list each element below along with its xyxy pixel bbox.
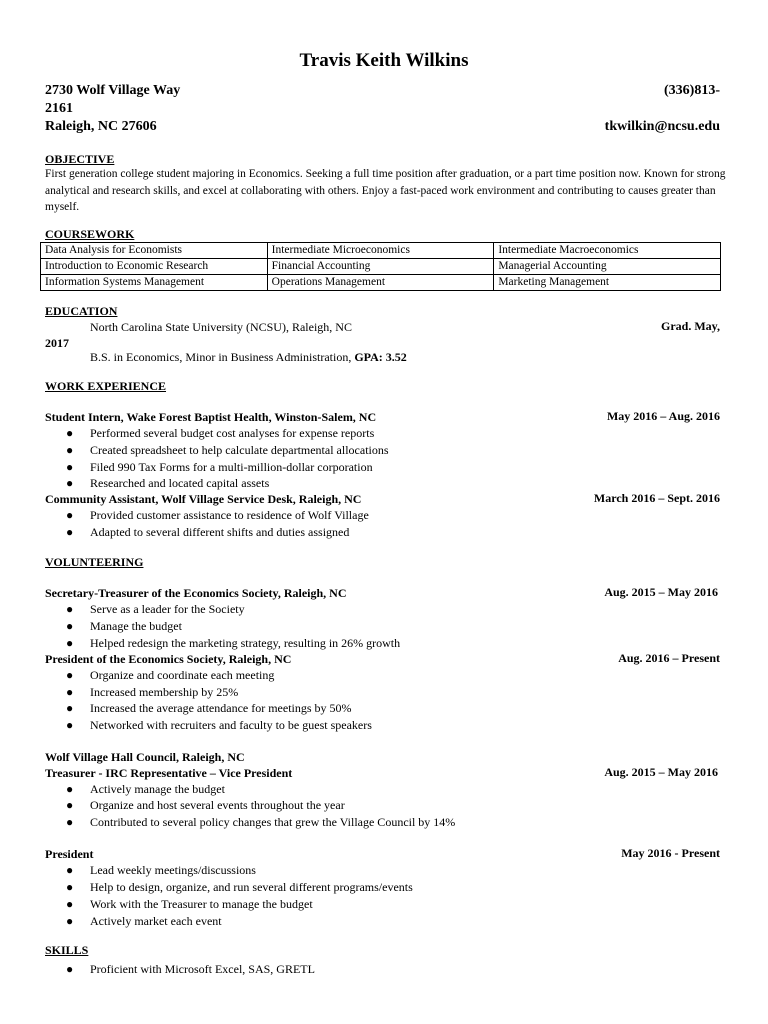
bullet-icon: ● — [66, 619, 74, 633]
list-item: Organize and host several events throughout the year — [90, 798, 345, 812]
bullet-icon: ● — [66, 718, 74, 732]
table-cell: Data Analysis for Economists — [41, 243, 268, 259]
list-item: Actively market each event — [90, 914, 222, 928]
objective-text: First generation college student majoring in Economics. Seeking a full time position after graduation, or a part time position now. Known for strong analytical and research skills, and excel at collaborating with others. Enjoy a fast-paced work environment and contributing to causes greater than myself. — [45, 168, 726, 213]
education-school: North Carolina State University (NCSU), Raleigh, NC — [90, 320, 352, 334]
bullet-icon: ● — [66, 602, 74, 616]
list-item: Organize and coordinate each meeting — [90, 668, 275, 682]
list-item: Help to design, organize, and run several different programs/events — [90, 880, 413, 894]
bullet-icon: ● — [66, 880, 74, 894]
bullet-icon: ● — [66, 914, 74, 928]
table-cell: Managerial Accounting — [494, 259, 721, 275]
list-item: Lead weekly meetings/discussions — [90, 863, 256, 877]
role-title: Treasurer - IRC Representative – Vice President — [45, 766, 293, 780]
education-grad-date: Grad. May, — [661, 319, 720, 333]
education-grad-year: 2017 — [45, 336, 69, 350]
email: tkwilkin@ncsu.edu — [604, 119, 720, 134]
degree-text: B.S. in Economics, Minor in Business Administration, — [90, 350, 355, 364]
job-dates: March 2016 – Sept. 2016 — [593, 491, 720, 505]
education-heading: EDUCATION — [45, 304, 118, 318]
table-row — [41, 259, 721, 275]
list-item: Increased membership by 25% — [90, 685, 239, 699]
job-title: Community Assistant, Wolf Village Service Desk, Raleigh, NC — [45, 492, 362, 506]
bullet-icon: ● — [66, 443, 74, 457]
role-dates: May 2016 - Present — [621, 846, 720, 860]
skills-heading: SKILLS — [45, 943, 89, 957]
job-dates: May 2016 – Aug. 2016 — [606, 409, 720, 423]
bullet-icon: ● — [66, 782, 74, 796]
gpa-text: GPA: 3.52 — [354, 350, 407, 364]
list-item: Work with the Treasurer to manage the budget — [90, 897, 313, 911]
education-degree — [90, 349, 407, 365]
bullet-icon: ● — [66, 685, 74, 699]
bullet-icon: ● — [66, 897, 74, 911]
work-heading: WORK EXPERIENCE — [45, 379, 167, 393]
list-item: Contributed to several policy changes that grew the Village Council by 14% — [90, 815, 456, 829]
list-item: Serve as a leader for the Society — [90, 602, 245, 616]
list-item: Increased the average attendance for meetings by 50% — [90, 701, 352, 715]
bullet-icon: ● — [66, 636, 74, 650]
coursework-table — [40, 242, 721, 291]
bullet-icon: ● — [66, 701, 74, 715]
list-item: Proficient with Microsoft Excel, SAS, GRETL — [90, 962, 315, 976]
bullet-icon: ● — [66, 426, 74, 440]
list-item: Researched and located capital assets — [90, 476, 270, 490]
table-row — [41, 275, 721, 291]
list-item: Created spreadsheet to help calculate departmental allocations — [90, 443, 389, 457]
list-item: Provided customer assistance to residence of Wolf Village — [90, 508, 369, 522]
table-cell: Financial Accounting — [267, 259, 494, 275]
objective-heading: OBJECTIVE — [45, 152, 115, 166]
phone-part-1: (336)813- — [664, 83, 720, 98]
resume-name: Travis Keith Wilkins — [299, 50, 469, 71]
phone-part-2: 2161 — [45, 101, 73, 116]
bullet-icon: ● — [66, 815, 74, 829]
address-line-1: 2730 Wolf Village Way — [45, 83, 181, 98]
coursework-heading: COURSEWORK — [45, 227, 135, 241]
table-cell: Marketing Management — [494, 275, 721, 291]
bullet-icon: ● — [66, 525, 74, 539]
bullet-icon: ● — [66, 460, 74, 474]
bullet-icon: ● — [66, 668, 74, 682]
role-title: Secretary-Treasurer of the Economics Society, Raleigh, NC — [45, 586, 347, 600]
list-item: Adapted to several different shifts and duties assigned — [90, 525, 350, 539]
job-title: Student Intern, Wake Forest Baptist Health, Winston-Salem, NC — [45, 410, 377, 424]
role-title: President of the Economics Society, Raleigh, NC — [45, 652, 292, 666]
table-cell: Intermediate Microeconomics — [267, 243, 494, 259]
bullet-icon: ● — [66, 508, 74, 522]
table-cell: Information Systems Management — [41, 275, 268, 291]
organization-name: Wolf Village Hall Council, Raleigh, NC — [45, 750, 245, 764]
list-item: Networked with recruiters and faculty to be guest speakers — [90, 718, 372, 732]
role-dates: Aug. 2015 – May 2016 — [604, 765, 718, 779]
role-title: President — [45, 847, 94, 861]
role-dates: Aug. 2016 – Present — [618, 651, 720, 665]
table-row — [41, 243, 721, 259]
role-dates: Aug. 2015 – May 2016 — [604, 585, 718, 599]
list-item: Actively manage the budget — [90, 782, 225, 796]
table-cell: Intermediate Macroeconomics — [494, 243, 721, 259]
list-item: Performed several budget cost analyses for expense reports — [90, 426, 375, 440]
bullet-icon: ● — [66, 476, 74, 490]
table-cell: Operations Management — [267, 275, 494, 291]
bullet-icon: ● — [66, 798, 74, 812]
table-cell: Introduction to Economic Research — [41, 259, 268, 275]
bullet-icon: ● — [66, 962, 74, 976]
address-line-2: Raleigh, NC 27606 — [45, 119, 157, 134]
list-item: Manage the budget — [90, 619, 182, 633]
bullet-icon: ● — [66, 863, 74, 877]
volunteering-heading: VOLUNTEERING — [45, 555, 144, 569]
list-item: Helped redesign the marketing strategy, resulting in 26% growth — [90, 636, 401, 650]
list-item: Filed 990 Tax Forms for a multi-million-dollar corporation — [90, 460, 373, 474]
